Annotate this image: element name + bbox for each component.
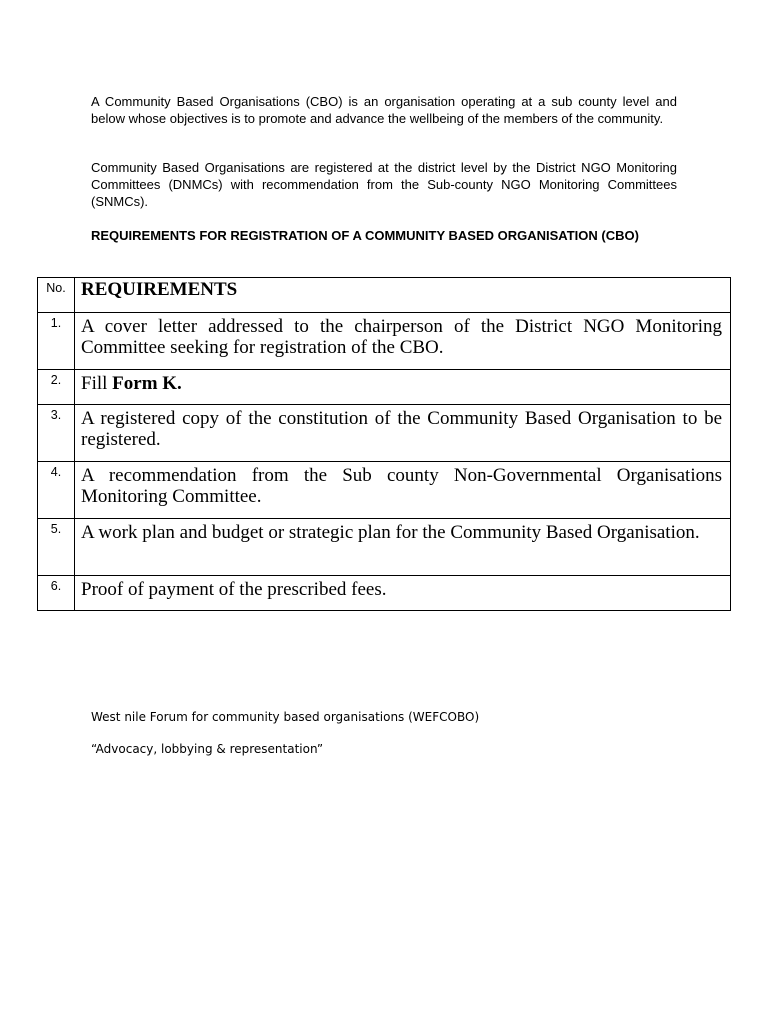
footer-organisation: West nile Forum for community based organisations (WEFCOBO) bbox=[91, 710, 480, 724]
intro-paragraph-1: A Community Based Organisations (CBO) is an organisation operating at a sub county level and below whose objectives is to promote and advance the wellbeing of the members of the community. bbox=[91, 94, 677, 126]
column-header-no: No. bbox=[38, 278, 75, 313]
table-row bbox=[38, 313, 731, 370]
table-row bbox=[38, 462, 731, 519]
requirements-table bbox=[37, 277, 731, 611]
form-k-label: Form K. bbox=[112, 373, 182, 394]
row-number: 1. bbox=[38, 313, 75, 370]
footer-motto: “Advocacy, lobbying & representation” bbox=[91, 742, 324, 756]
requirements-heading: REQUIREMENTS FOR REGISTRATION OF A COMMUNITY BASED ORGANISATION (CBO) bbox=[91, 228, 639, 243]
table-header-row bbox=[38, 278, 731, 313]
requirement-text: A registered copy of the constitution of the Community Based Organisation to be registered. bbox=[75, 405, 731, 462]
row-number: 5. bbox=[38, 519, 75, 576]
requirement-text: A recommendation from the Sub county Non-Governmental Organisations Monitoring Committee. bbox=[75, 462, 731, 519]
requirement-text: A cover letter addressed to the chairperson of the District NGO Monitoring Committee seeking for registration of the CBO. bbox=[75, 313, 731, 370]
table-row bbox=[38, 405, 731, 462]
requirement-text bbox=[75, 370, 731, 405]
row-number: 4. bbox=[38, 462, 75, 519]
intro-paragraph-2: Community Based Organisations are registered at the district level by the District NGO Monitoring Committees (DNMCs) with recommendation from the Sub-county NGO Monitoring Committees (SNMCs). bbox=[91, 160, 677, 209]
table-row bbox=[38, 519, 731, 576]
row-number: 6. bbox=[38, 576, 75, 611]
row-number: 3. bbox=[38, 405, 75, 462]
column-header-requirements: REQUIREMENTS bbox=[75, 278, 731, 313]
requirement-text: A work plan and budget or strategic plan for the Community Based Organisation. bbox=[75, 519, 731, 576]
table-row bbox=[38, 370, 731, 405]
row-number: 2. bbox=[38, 370, 75, 405]
requirement-text: Proof of payment of the prescribed fees. bbox=[75, 576, 731, 611]
requirement-text-prefix: Fill bbox=[81, 373, 113, 394]
table-row bbox=[38, 576, 731, 611]
